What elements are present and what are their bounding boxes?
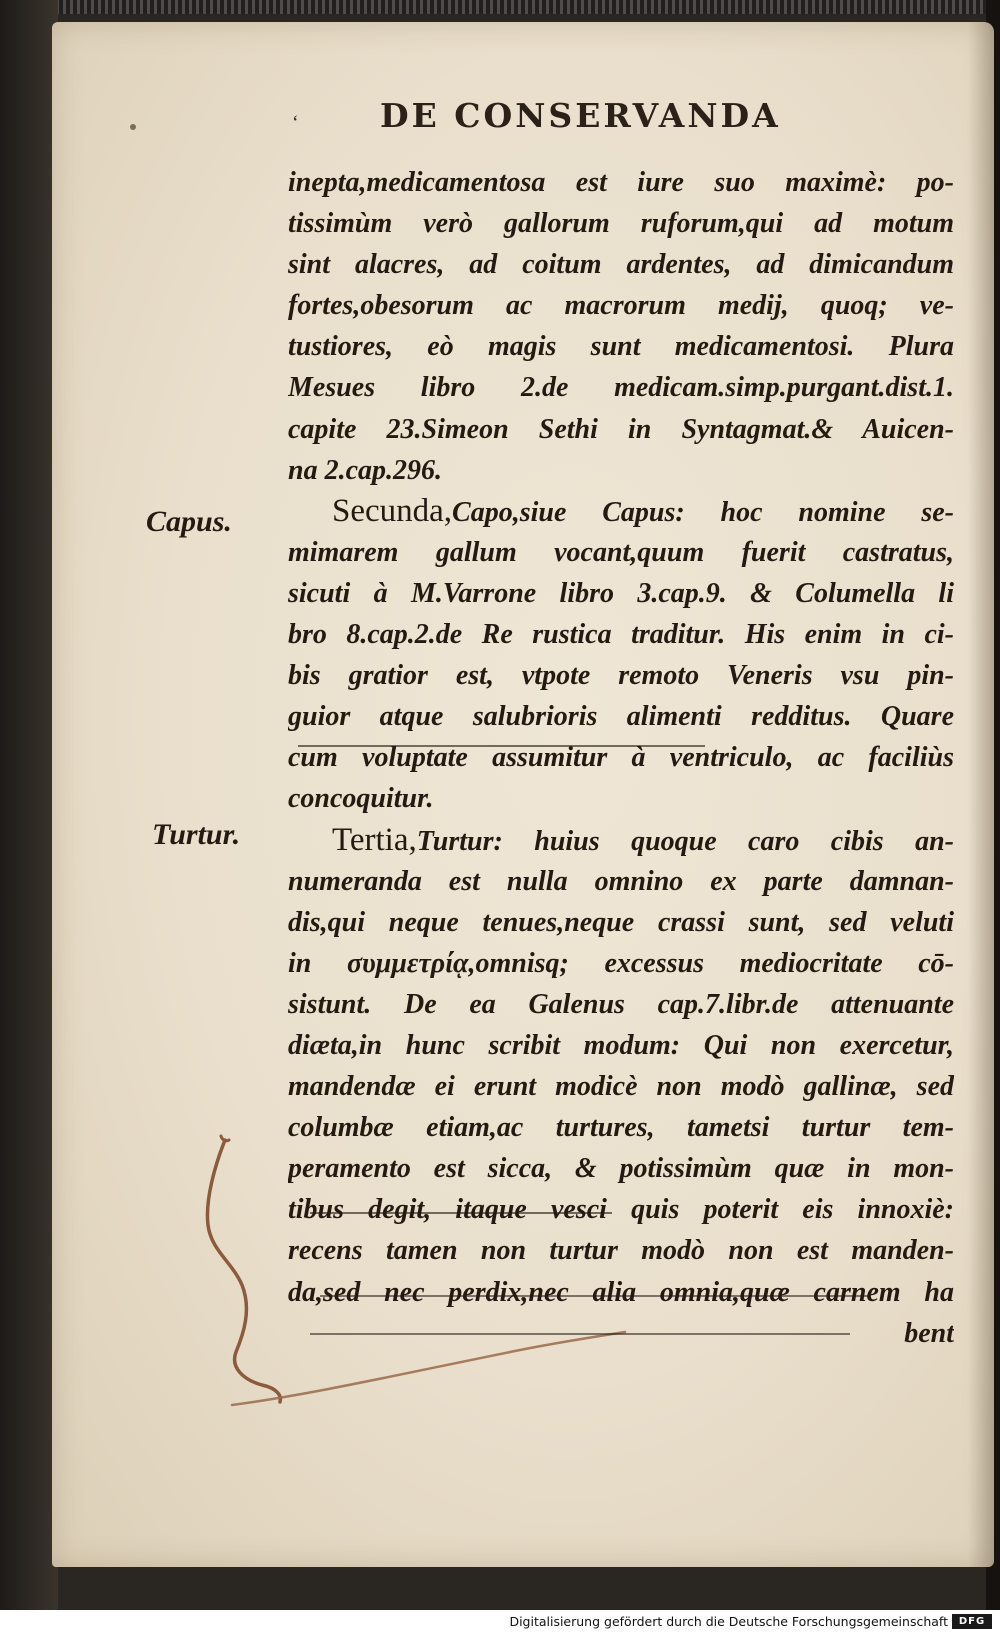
text-line: mimarem gallum vocant,quum fuerit castratus, — [288, 536, 954, 568]
text-line: tibus degit, itaque vesci quis poterit eis innoxiè: — [288, 1194, 954, 1226]
footer-credit: Digitalisierung gefördert durch die Deutsche Forschungsgemeinschaft — [509, 1614, 948, 1629]
body-text — [288, 162, 954, 1354]
text-line: guior atque salubrioris alimenti redditus. Quare — [288, 701, 954, 733]
text-line: bis gratior est, vtpote remoto Veneris vsu pin- — [288, 660, 954, 692]
text-line: columbæ etiam,ac turtures, tametsi turtur tem- — [288, 1112, 954, 1144]
paragraph-lead: Secunda, — [332, 492, 453, 529]
text-line: Mesues libro 2.de medicam.simp.purgant.dist.1. — [288, 372, 954, 404]
text-line: Turtur: huius quoque caro cibis an- — [416, 825, 954, 857]
margin-note-capus: Capus. — [146, 505, 232, 538]
running-head: DE CONSERVANDA — [380, 96, 781, 135]
text-line: na 2.cap.296. — [288, 454, 442, 486]
text-line: dis,qui neque tenues,neque crassi sunt, sed veluti — [288, 906, 954, 938]
text-line: da,sed nec perdix,nec alia omnia,quæ carnem ha — [288, 1276, 954, 1308]
dfg-logo: DFG — [952, 1614, 992, 1629]
text-line: sistunt. De ea Galenus cap.7.libr.de attenuante — [288, 988, 954, 1020]
catchword: bent — [904, 1317, 954, 1349]
paragraph-tertia — [288, 820, 954, 861]
text-line: cum voluptate assumitur à ventriculo, ac faciliùs — [288, 742, 954, 774]
paper-shadow — [968, 22, 994, 1567]
text-line: mandendæ ei erunt modicè non modò gallinæ, sed — [288, 1071, 954, 1103]
margin-note-turtur: Turtur. — [152, 818, 241, 851]
text-line: in συμμετρίᾳ,omnisq; excessus mediocritate cō- — [288, 947, 954, 979]
head-mark: ‘ — [292, 112, 299, 134]
text-line: sicuti à M.Varrone libro 3.cap.9. & Columella li — [288, 577, 954, 609]
paragraph-secunda — [288, 491, 954, 532]
ink-speck — [130, 124, 136, 130]
text-line: diæta,in hunc scribit modum: Qui non exercetur, — [288, 1029, 954, 1061]
paragraph-lead: Tertia, — [332, 821, 417, 858]
text-line: concoquitur. — [288, 783, 434, 815]
scan-border-top — [0, 0, 1000, 14]
text-line: inepta,medicamentosa est iure suo maximè: po- — [288, 167, 954, 198]
text-line: sint alacres, ad coitum ardentes, ad dimicandum — [288, 249, 954, 281]
text-line: capite 23.Simeon Sethi in Syntagmat.& Auicen- — [288, 413, 954, 445]
text-line: recens tamen non turtur modò non est manden- — [288, 1235, 954, 1267]
text-line: bro 8.cap.2.de Re rustica traditur. His enim in ci- — [288, 619, 954, 651]
text-line: Capo,siue Capus: hoc nomine se- — [452, 496, 954, 528]
text-line: tustiores, eò magis sunt medicamentosi. Plura — [288, 331, 954, 363]
book-spine-edge — [0, 0, 58, 1610]
text-line: tissimùm verò gallorum ruforum,qui ad motum — [288, 208, 954, 240]
text-line: numeranda est nulla omnino ex parte damnan- — [288, 865, 954, 897]
text-line: fortes,obesorum ac macrorum medij, quoq; ve- — [288, 290, 954, 322]
text-line: peramento est sicca, & potissimùm quæ in mon- — [288, 1153, 954, 1185]
digitization-footer — [0, 1610, 1000, 1633]
